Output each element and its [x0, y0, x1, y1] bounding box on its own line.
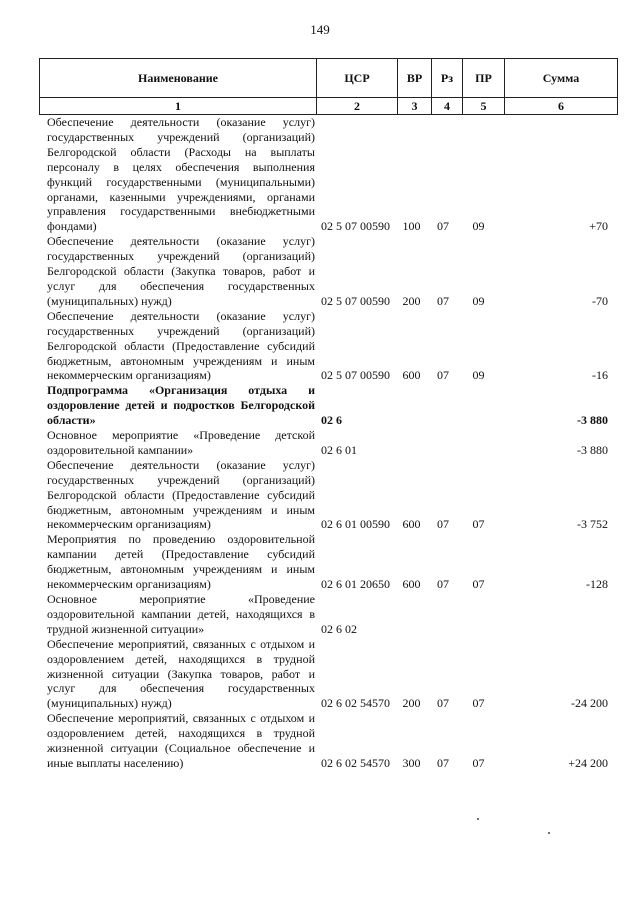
table-header [39, 58, 618, 97]
column-numbers [39, 97, 618, 115]
header-sum: Сумма [504, 59, 617, 97]
row-csr: 02 5 07 00590 [321, 219, 390, 234]
row-pr: 07 [472, 517, 485, 532]
row-name: Обеспечение деятельности (оказание услуг) государственных учреждений (организаций) Белгородской области (Закупка товаров, работ и услуг для обеспечения государственных (муниципальных) нужд) [47, 234, 315, 308]
row-pr: 07 [472, 577, 485, 592]
row-name: Основное мероприятие «Проведение оздоровительной кампании детей, находящихся в трудной жизненной ситуации» [47, 592, 315, 636]
row-vr: 300 [402, 755, 421, 770]
scan-speck [477, 818, 479, 820]
row-rz: 07 [437, 696, 449, 711]
header-vr: ВР [397, 59, 431, 97]
row-name: Обеспечение деятельности (оказание услуг) государственных учреждений (организаций) Белгородской области (Предоставление субсидий бюджетным, автономным учреждениям и иным некоммерческим организациям) [47, 308, 315, 383]
row-sum: +70 [589, 219, 608, 234]
col-number-pr: 5 [462, 98, 504, 114]
row-csr: 02 6 01 20650 [321, 577, 390, 592]
row-csr: 02 6 [321, 413, 342, 428]
table-row [39, 234, 618, 309]
row-pr: 09 [472, 293, 485, 308]
row-vr: 600 [402, 517, 421, 532]
row-rz: 07 [437, 219, 449, 234]
table-row [39, 637, 618, 712]
row-csr: 02 6 02 54570 [321, 755, 390, 770]
table-row [39, 532, 618, 592]
row-csr: 02 6 01 [321, 442, 357, 457]
row-csr: 02 6 01 00590 [321, 517, 390, 532]
col-number-rz: 4 [431, 98, 462, 114]
table-row [39, 115, 618, 234]
row-name: Мероприятия по проведению оздоровительной кампании детей (Предоставление субсидий бюджетным, автономным учреждениям и иным некоммерческим организациям) [47, 532, 315, 592]
scan-speck [548, 832, 550, 834]
table-row [39, 383, 618, 428]
row-pr: 07 [472, 755, 485, 770]
row-sum: -128 [586, 577, 608, 592]
row-rz: 07 [437, 293, 449, 308]
page-number: 149 [310, 22, 330, 37]
row-csr: 02 6 02 [321, 621, 357, 636]
table-row [39, 592, 618, 637]
header-rz: Рз [431, 59, 462, 97]
row-rz: 07 [437, 755, 449, 770]
row-rz: 07 [437, 577, 449, 592]
row-pr: 09 [472, 219, 485, 234]
table-row [39, 309, 618, 384]
row-name: Обеспечение деятельности (оказание услуг) государственных учреждений (организаций) Белгородской области (Расходы на выплаты персоналу в целях обеспечения выполнения функций государственными (муниципальными) органами, казенными учреждениями, органами управления государственными внебюджетными фондами) [47, 115, 315, 234]
table-body [39, 115, 618, 771]
row-name: Подпрограмма «Организация отдыха и оздоровление детей и подростков Белгородской области» [47, 383, 315, 428]
budget-table [39, 58, 618, 771]
row-sum: -70 [592, 293, 608, 308]
row-sum: -3 752 [577, 517, 608, 532]
row-pr: 07 [472, 696, 485, 711]
header-name: Наименование [138, 70, 218, 85]
row-sum: -3 880 [577, 413, 608, 428]
row-vr: 600 [402, 368, 421, 383]
row-sum: +24 200 [568, 755, 608, 770]
row-rz: 07 [437, 368, 449, 383]
row-csr: 02 6 02 54570 [321, 696, 390, 711]
row-csr: 02 5 07 00590 [321, 368, 390, 383]
row-pr: 09 [472, 368, 485, 383]
header-csr: ЦСР [316, 59, 397, 97]
row-name: Основное мероприятие «Проведение детской оздоровительной кампании» [47, 428, 315, 457]
table-row [39, 458, 618, 533]
row-name: Обеспечение мероприятий, связанных с отдыхом и оздоровлением детей, находящихся в трудной жизненной ситуации (Закупка товаров, работ и услуг для обеспечения государственных (муниципальных) нужд) [47, 636, 315, 711]
col-number-vr: 3 [397, 98, 431, 114]
row-sum: -16 [592, 368, 608, 383]
row-sum: -3 880 [577, 442, 608, 457]
col-number-name: 1 [175, 98, 181, 113]
row-vr: 200 [402, 696, 421, 711]
row-vr: 200 [402, 293, 421, 308]
header-pr: ПР [462, 59, 504, 97]
col-number-csr: 2 [316, 98, 397, 114]
row-sum: -24 200 [571, 696, 608, 711]
col-number-sum: 6 [504, 98, 617, 114]
row-name: Обеспечение мероприятий, связанных с отдыхом и оздоровлением детей, находящихся в трудной жизненной ситуации (Социальное обеспечение и иные выплаты населению) [47, 711, 315, 770]
table-row [39, 711, 618, 771]
row-vr: 600 [402, 577, 421, 592]
row-csr: 02 5 07 00590 [321, 293, 390, 308]
row-rz: 07 [437, 517, 449, 532]
row-vr: 100 [402, 219, 421, 234]
row-name: Обеспечение деятельности (оказание услуг) государственных учреждений (организаций) Белгородской области (Предоставление субсидий бюджетным, автономным учреждениям и иным некоммерческим организациям) [47, 457, 315, 532]
table-row [39, 428, 618, 458]
